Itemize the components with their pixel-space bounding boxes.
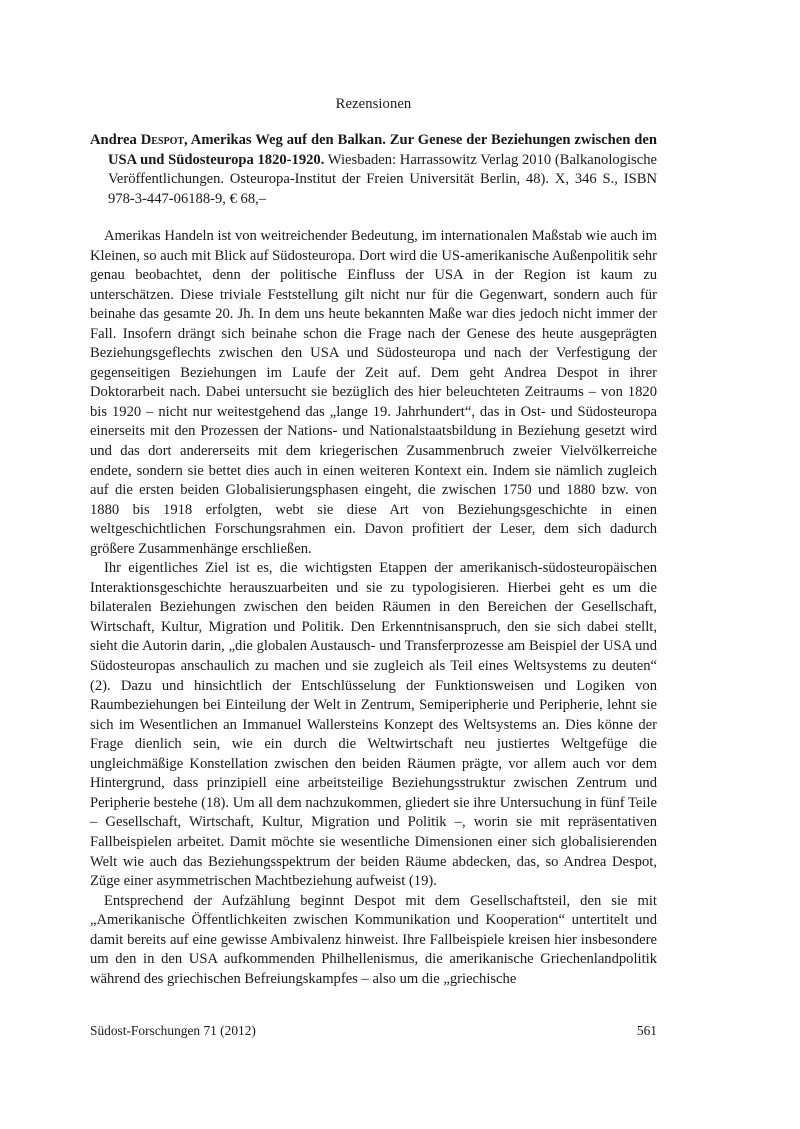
page-footer: [90, 1023, 657, 1039]
paragraph: Entsprechend der Aufzählung beginnt Despot mit dem Gesellschaftsteil, den sie mit „Amerikanische Öffentlichkeiten zwischen Kommunikation und Kooperation“ untertitelt und damit bereits auf eine gewisse Ambivalenz hinweist. Ihre Fallbeispiele kreisen hier insbesondere um den in den USA aufkommenden Philhellenismus, die amerikanische Griechenlandpolitik während des griechischen Befreiungskampfes – also um die „griechische: [90, 892, 657, 987]
page-content: [90, 96, 657, 989]
paragraph: Amerikas Handeln ist von weitreichender Bedeutung, im internationalen Maßstab wie auch im Kleinen, so auch mit Blick auf Südosteuropa. Dort wird die US-amerikanische Außenpolitik sehr genau beobachtet, denn der politische Einfluss der USA in der Region ist kaum zu unterschätzen. Diese triviale Feststellung gilt nicht nur für die Gegenwart, sondern auch für beinahe das gesamte 20. Jh. In dem uns heute bekannten Maße war dies jedoch nicht immer der Fall. Insofern drängt sich beinahe schon die Frage nach der Genese des heute ausgeprägten Beziehungsgeflechts zwischen den USA und Südosteuropa und nach der Verfestigung der gegenseitigen Beziehungen im Laufe der Zeit auf. Dem geht Andrea Despot in ihrer Doktorarbeit nach. Dabei untersucht sie bezüglich des hier beleuchteten Zeitraums – von 1820 bis 1920 – nicht nur weitestgehend das „lange 19. Jahrhundert“, das in Ost- und Südosteuropa einerseits mit den Prozessen der Nations- und Nationalstaatsbildung in Beziehung gesetzt wird und das dort andererseits mit dem kriegerischen Zusammenbruch zweier Vielvölkerreiche endete, sondern sie bettet dies auch in einen weiteren Kontext ein. Indem sie nämlich zugleich auf die ersten beiden Globalisierungsphasen eingeht, die zwischen 1750 und 1880 bzw. von 1880 bis 1918 erfolgten, webt sie diese Art von Beziehungsgeschichte in einen weltgeschichtlichen Forschungsrahmen ein. Davon profitiert der Leser, dem sich dadurch größere Zusammenhänge erschließen.: [90, 228, 657, 557]
page-number: 561: [636, 1023, 657, 1038]
citation-details: Wiesbaden: Harrassowitz Verlag 2010 (Balkanologische Veröffentlichungen. Osteuropa-Institut der Freien Universität Berlin, 48). X, 346 S., ISBN 978-3-447-06188-9, € 68,–: [108, 151, 657, 207]
citation-title: , Amerikas Weg auf den Balkan. Zur Genese der Beziehungen zwischen den USA und Südosteuropa 1820-1920.: [108, 132, 657, 168]
review-body: [90, 227, 657, 989]
journal-reference: Südost-Forschungen 71 (2012): [90, 1023, 256, 1038]
review-citation: [90, 131, 657, 209]
citation-author-last: Despot: [140, 132, 185, 148]
paragraph: Ihr eigentliches Ziel ist es, die wichtigsten Etappen der amerikanisch-südosteuropäischen Interaktionsgeschichte herauszuarbeiten und sie zu typologisieren. Hierbei geht es um die bilateralen Beziehungen zwischen den beiden Räumen in den Bereichen der Gesellschaft, Wirtschaft, Kultur, Migration und Politik. Den Erkenntnisanspruch, den sie sich dabei stellt, sieht die Autorin darin, „die globalen Austausch- und Transferprozesse am Beispiel der USA und Südosteuropas anschaulich zu machen und sie zugleich als Teil eines Weltsystems zu deuten“ (2). Dazu und hinsichtlich der Entschlüsselung der Funktionsweisen und Logiken von Raumbeziehungen bei Einteilung der Welt in Zentrum, Semiperipherie und Peripherie, lehnt sie sich im Wesentlichen an Immanuel Wallersteins Konzept des Weltsystems an. Dies könne der Frage dienlich sein, wie ein durch die Weltwirtschaft neu justiertes Weltgefüge die ungleichmäßige Konstellation zwischen den beiden Räumen prägte, vor allem auch vor dem Hintergrund, dass prinzipiell eine arbeitsteilige Beziehungsstruktur zwischen Zentrum und Peripherie bestehe (18). Um all dem nachzukommen, gliedert sie ihre Untersuchung in fünf Teile – Gesellschaft, Wirtschaft, Kultur, Migration und Politik –, worin sie mit repräsentativen Fallbeispielen arbeitet. Damit möchte sie wesentliche Dimensionen einer sich globalisierenden Welt wie auch das Beziehungsspektrum der beiden Räume abdecken, das, so Andrea Despot, Züge einer asymmetrischen Machtbeziehung aufweist (19).: [90, 560, 657, 890]
citation-author-first: Andrea: [90, 132, 141, 148]
running-head: Rezensionen: [335, 96, 412, 112]
